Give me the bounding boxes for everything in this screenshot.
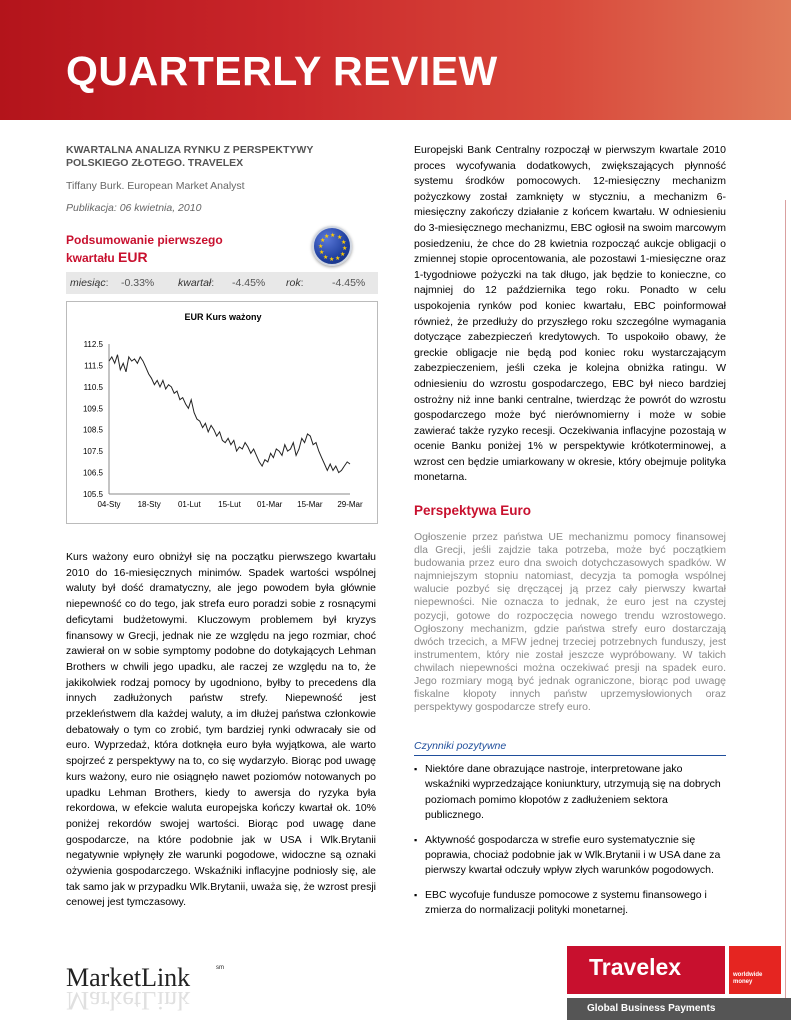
- document-heading: [66, 144, 378, 170]
- positive-factors-list: [414, 762, 726, 928]
- performance-stats: miesiąc: -0.33% kwartał: -4.45% rok: -4.45%: [66, 272, 378, 294]
- document-heading-line-2: POLSKIEGO ZŁOTEGO. TRAVELEX: [66, 157, 244, 169]
- y-tick-label: 112.5: [83, 340, 103, 349]
- marketlink-reflection: MarketLink: [66, 986, 191, 1015]
- list-item: ▪ Niektóre dane obrazujące nastroje, interpretowane jako wskaźniki wyprzedzające koniunktury, utrzymują się na dobrych poziomach pomimo kłopotów z zadłużeniem sektora publicznego.: [414, 762, 726, 824]
- x-tick-label: 18-Sty: [137, 500, 161, 509]
- y-tick-label: 105.5: [82, 490, 103, 499]
- travelex-banner: [567, 946, 725, 994]
- list-item: ▪ EBC wycofuje fundusze pomocowe z systemu finansowego i zmierza do normalizacji polityki monetarnej.: [414, 888, 726, 919]
- right-column: [414, 143, 726, 486]
- y-tick-label: 108.5: [82, 425, 103, 435]
- x-tick-label: 15-Lut: [218, 500, 241, 509]
- eur-chart-svg: [67, 302, 379, 525]
- publication-date: Publikacja: 06 kwietnia, 2010: [66, 202, 202, 214]
- marketlink-wordmark: MarketLink: [66, 963, 191, 992]
- marketlink-logo: [66, 963, 236, 1013]
- positive-factors-heading: Czynniki pozytywne: [414, 740, 726, 756]
- summary-title-line-1: Podsumowanie pierwszego: [66, 233, 223, 247]
- global-business-payments-text: Global Business Payments: [587, 1003, 716, 1014]
- global-business-payments-bar: [567, 998, 791, 1020]
- year-label: rok: [286, 277, 301, 289]
- year-value: -4.45%: [332, 277, 366, 289]
- y-tick-label: 107.5: [82, 447, 103, 457]
- travelex-wordmark: Travelex: [589, 954, 682, 980]
- y-tick-label: 106.5: [82, 468, 103, 478]
- right-body-text: Europejski Bank Centralny rozpoczął w pierwszym kwartale 2010 proces wycofywania dodatkowych, zwiększających płynność systemu środków pomocowych. 12-miesięczny mechanizm pożyczkowy został zamknięty w styczniu, a mechanizm 6-miesięczny zakończy działanie z końcem kwartału. W odniesieniu do 3-miesięcznego mechanizmu, EBC ogłosił na swoim marcowym posiedzeniu, że chce do 28 kwietnia rozpocząć aukcje obligacji o zmiennej stopie oprocentowania, ale pozostawi 1-miesięczne oraz 1-tygodniowe pożyczki na tak długo, jak będzie to konieczne, co najmniej do 12 października tego roku. Ponadto w celu uspokojenia rynków pod koniec kwartału, EBC poinformował również, że przedłuży do przyszłego roku szczególne wymagania dotyczące zabezpieczeń kredytowych. To uspokoiło obawy, że greckie obligacje nie będą pod koniec roku wystarczającym zabezpieczeniem, jeśli czeka je kolejna obniżka ratingu. W odniesieniu do wzrostu gospodarczego, EBC był nieco bardziej ostrożny niż inne banki centralne, twierdząc że powrót do wzrostu gospodarczego może być nierównomierny i może w sobie zawierać także ryzyko recesji. Oczekiwania inflacyjne pozostają w ocenie Banku poniżej 1% w perspektywie krótkoterminowej, a wzrost cen będzie umiarkowany w okresie, który obejmuje polityka monetarna.: [414, 144, 726, 484]
- x-tick-label: 01-Lut: [177, 500, 201, 509]
- series-line: [109, 355, 350, 473]
- worldwide-money-box: [729, 946, 781, 994]
- author-line: Tiffany Burk. European Market Analyst: [66, 180, 245, 192]
- month-label: miesiąc: [70, 277, 106, 289]
- euro-outlook-text: Ogłoszenie przez państwa UE mechanizmu pomocy finansowej dla Grecji, jeśli zajdzie taka potrzeba, może być początkiem budowania przez euro dna swoich dotychczasowych spadków. W najmniejszym stopniu natomiast, decyzja ta pomogła wspólnej walucie pozbyć się dręczącej ją przez cały pierwszy kwartał niepewności. Nie oznacza to jednak, że euro jest na czystej pozycji, gotowe do rozpoczęcia nowego trendu wzrostowego. Ogłoszony mechanizm, gdzie państwa strefy euro dostarczają dwóch trzecich, a MFW jednej trzeciej potrzebnych funduszy, jest instrumentem, który nie został jeszcze wypróbowany. W takich chwilach niepewności można oczekiwać presji na spadek euro. Jego rozmiary mogą być jednak ograniczone, biorąc pod uwagę fiskalne kłopoty innych państw uprzemysłowionych oraz perspektywy gospodarcze strefy euro.: [414, 531, 726, 714]
- worldwide-money-text: worldwide money: [733, 972, 763, 985]
- marketlink-sm: sm: [216, 965, 224, 971]
- chart-title: EUR Kurs ważony: [184, 312, 262, 322]
- eu-flag-icon: ★ ★ ★ ★ ★ ★ ★ ★ ★ ★ ★ ★: [312, 226, 352, 266]
- list-item: ▪ Aktywność gospodarcza w strefie euro systematycznie się poprawia, chociaż podobnie jak w Wlk.Brytanii i w USA dane za pierwszy kwartał odczuły wpływ złych warunków pogodowych.: [414, 833, 726, 879]
- x-tick-label: 01-Mar: [256, 500, 283, 509]
- month-value: -0.33%: [121, 277, 155, 289]
- header-band: [0, 0, 791, 120]
- quarter-label: kwartał: [178, 277, 212, 289]
- summary-title-line-2: kwartału: [66, 251, 115, 265]
- travelex-logo: [567, 946, 791, 1024]
- x-tick-label: 29-Mar: [337, 500, 363, 509]
- euro-outlook-heading: Perspektywa Euro: [414, 503, 532, 518]
- x-tick-label: 04-Sty: [97, 500, 121, 509]
- y-tick-label: 109.5: [82, 404, 103, 414]
- left-body-text: Kurs ważony euro obniżył się na początku pierwszego kwartału 2010 do 16-miesięcznych minimów. Spadek wartości wspólnej waluty był dość dramatyczny, ale jego powodem była głównie niepewność co do tego, jak strefa euro poradzi sobie z rosnącymi deficytami budżetowymi. Kluczowym problemem był kryzys finansowy w Grecji, jednak nie ze względu na jego rozmiar, choć zawierał on w sobie symptomy podobne do dotykających Lehman Brothers w chwili jego upadku, ale raczej ze względu na to, że jakikolwiek rodzaj pomocy by ugodniono, byłby to precedens dla innych zadłużonych państw strefy. Niepewność jest przekleństwem dla każdej waluty, a im dłużej państwa członkowie debatowały o tym co zrobić, tym bardziej rynki odwracały sie od euro. Wyprzedaż, która dotknęła euro była wyjątkowa, ale warto spojrzeć z perspektywy na to, co się wydarzyło. Biorąc pod uwagę kurs ważony, euro nie osiągnęło nawet poziomów notowanych po upadku Lehman Brothers, kiedy to awersja do ryzyka była rekordowa, w efekcie waluta europejska kończy kwartał ok. 10% poniżej rekordów swojej wartości. Biorąc pod uwagę dane gospodarcze, na które podobnie jak w USA i Wlk.Brytanii negatywnie wpłynęły złe warunki pogodowe, widoczne są oznaki ożywienia gospodarczego. Wskaźniki inflacyjne podniosły się, ale tak samo jak w przypadku Wlk.Brytanii, uważa się, że wzrost presji cenowej jest tymczasowy.: [66, 551, 376, 909]
- eur-chart: [66, 301, 378, 524]
- y-tick-label: 110.5: [83, 382, 103, 392]
- currency-code: EUR: [118, 249, 148, 265]
- quarter-value: -4.45%: [232, 277, 266, 289]
- document-meta: [66, 144, 378, 214]
- document-heading-line-1: KWARTALNA ANALIZA RYNKU Z PERSPEKTYWY: [66, 144, 314, 156]
- x-tick-label: 15-Mar: [297, 500, 323, 509]
- y-tick-label: 111.5: [84, 361, 103, 371]
- page-edge-line: [785, 200, 786, 1000]
- page-title: QUARTERLY REVIEW: [66, 48, 498, 94]
